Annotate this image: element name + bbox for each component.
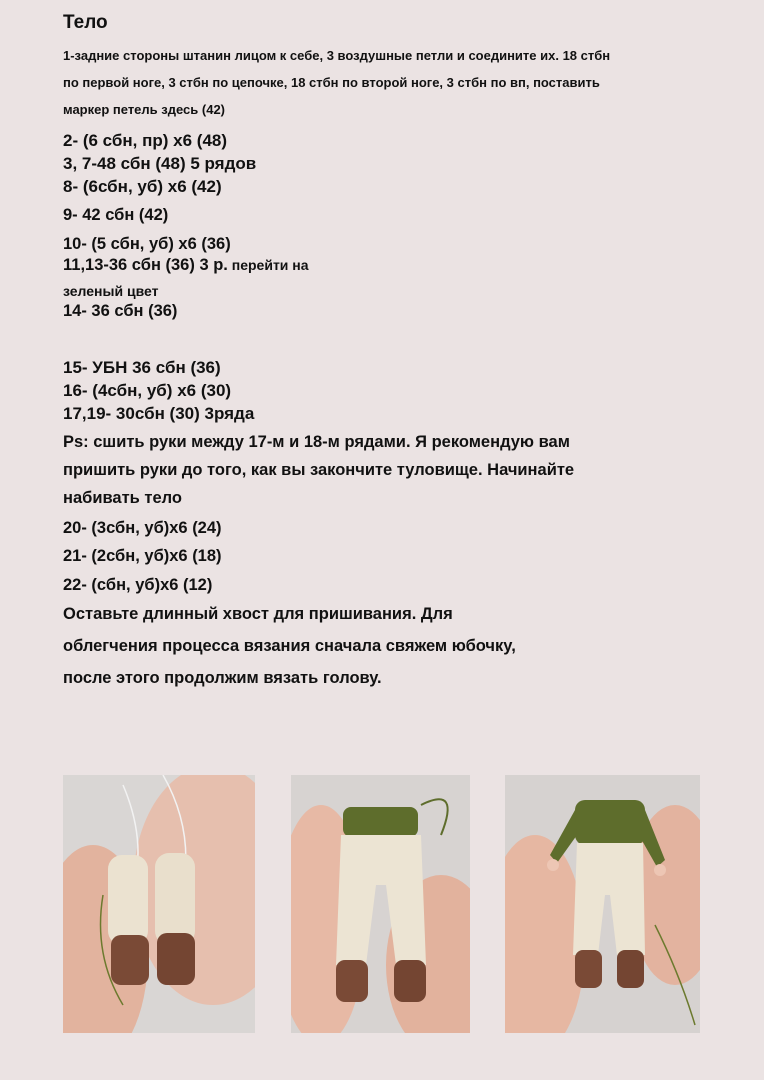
section-title: Тело	[63, 12, 108, 33]
pants-photo	[291, 775, 470, 1033]
row-8: 8- (6сбн, уб) х6 (42)	[63, 177, 222, 196]
row-11-continuation: зеленый цвет	[63, 283, 159, 299]
body-photo	[505, 775, 700, 1033]
row-11-tail: перейти на	[227, 257, 309, 273]
row-14: 14- 36 сбн (36)	[63, 302, 178, 320]
row-16: 16- (4сбн, уб) х6 (30)	[63, 381, 232, 400]
intro-line-3: маркер петель здесь (42)	[63, 102, 225, 117]
row-11-main: 11,13-36 сбн (36) 3 р.	[63, 256, 228, 274]
row-20: 20- (3сбн, уб)х6 (24)	[63, 519, 222, 537]
row-17: 17,19- 30сбн (30) 3ряда	[63, 404, 255, 423]
ps-line-1: Ps: сшить руки между 17-м и 18-м рядами. Я рекомендую вам	[63, 433, 570, 451]
row-21: 21- (2сбн, уб)х6 (18)	[63, 547, 222, 565]
ps-line-2: пришить руки до того, как вы закончите туловище. Начинайте	[63, 461, 575, 479]
row-9: 9- 42 сбн (42)	[63, 206, 169, 224]
row-11	[63, 256, 309, 275]
legs-photo	[63, 775, 255, 1033]
ending-line-2: облегчения процесса вязания сначала свяжем юбочку,	[63, 637, 516, 655]
row-3: 3, 7-48 сбн (48) 5 рядов	[63, 154, 257, 173]
intro-line-1: 1-задние стороны штанин лицом к себе, 3 воздушные петли и соедините их. 18 стбн	[63, 48, 611, 63]
ending-line-3: после этого продолжим вязать голову.	[63, 669, 382, 687]
ps-line-3: набивать тело	[63, 489, 182, 507]
intro-line-2: по первой ноге, 3 стбн по цепочке, 18 стбн по второй ноге, 3 стбн по вп, поставить	[63, 75, 600, 90]
ending-line-1: Оставьте длинный хвост для пришивания. Для	[63, 605, 453, 623]
row-22: 22- (сбн, уб)х6 (12)	[63, 576, 213, 594]
row-15: 15- УБН 36 сбн (36)	[63, 358, 221, 377]
row-10: 10- (5 сбн, уб) х6 (36)	[63, 235, 231, 253]
row-2: 2- (6 сбн, пр) х6 (48)	[63, 131, 228, 150]
